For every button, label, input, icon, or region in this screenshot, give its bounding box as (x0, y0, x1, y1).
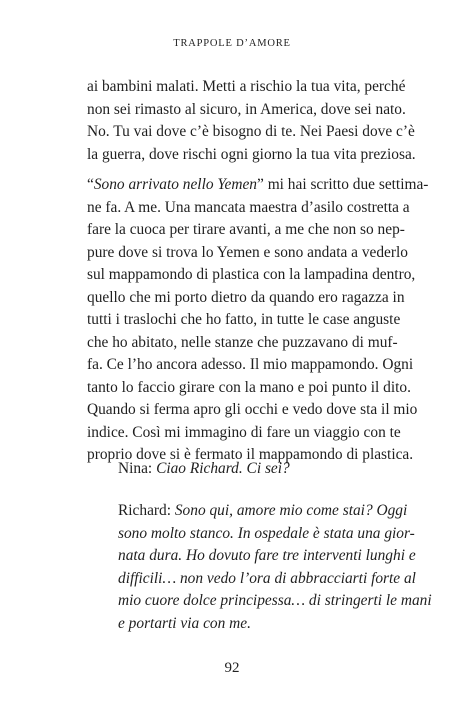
quote-open: “ (87, 176, 94, 193)
text-line: tanto lo faccio girare con la mano e poi punto il dito. (87, 378, 411, 396)
dialog-richard (118, 500, 432, 635)
text-line: tutti i traslochi che ho fatto, in tutte le case anguste (87, 311, 401, 328)
running-head: TRAPPOLE D’AMORE (173, 38, 291, 49)
text-line: Quando si ferma apro gli occhi e vedo dove sta il mio (87, 401, 418, 418)
dialog-line: difficili… non vedo l’ora di abbracciarti forte al (118, 569, 416, 587)
dialog-line: sono molto stanco. In ospedale è stata una gior- (118, 524, 415, 542)
text-line: la guerra, dove rischi ogni giorno la tua vita preziosa. (87, 145, 416, 163)
paragraph-1 (87, 76, 416, 166)
dialog-nina (118, 458, 363, 481)
text-line: quello che mi porto dietro da quando ero ragazza in (87, 288, 405, 306)
text-line (87, 174, 429, 197)
text-line: fare la cuoca per tirare avanti, a me che non so nep- (87, 221, 405, 238)
text-line: ne fa. A me. Una mancata maestra d’asilo costretta a (87, 198, 410, 216)
speaker-name: Nina: (118, 460, 153, 477)
text-line: pure dove si trova lo Yemen e sono andata a vederlo (87, 243, 408, 261)
speaker-name: Richard: (118, 502, 171, 519)
text-line: proprio dove si è fermato il mappamondo di plastica. (87, 446, 414, 463)
text-line: indice. Così mi immagino di fare un viaggio con te (87, 423, 401, 441)
text-line: sul mappamondo di plastica con la lampadina dentro, (87, 266, 416, 283)
text-line: fa. Ce l’ho ancora adesso. Il mio mappamondo. Ogni (87, 356, 414, 373)
dialog-text: Ciao Richard. Ci sei? (156, 460, 290, 477)
text-line: che ho abitato, nelle stanze che puzzavano di muf- (87, 333, 398, 351)
text-line: No. Tu vai dove c’è bisogno di te. Nei Paesi dove c’è (87, 123, 415, 140)
paragraph-2 (87, 174, 429, 467)
quote-close: ” mi hai scritto due settima- (257, 176, 429, 193)
text-line: non sei rimasto al sicuro, in America, dove sei nato. (87, 100, 406, 118)
dialog-text: Sono qui, amore mio come stai? Oggi (174, 502, 408, 519)
text-line: ai bambini malati. Metti a rischio la tua vita, perché (87, 78, 406, 95)
dialog-line: nata dura. Ho dovuto fare tre interventi lunghi e (118, 547, 416, 564)
dialog-line (118, 458, 363, 481)
dialog-line: e portarti via con me. (118, 614, 251, 632)
dialog-line: mio cuore dolce principessa… di stringerti le mani (118, 592, 432, 609)
page-number: 92 (224, 660, 240, 676)
quoted-phrase: Sono arrivato nello Yemen (93, 176, 258, 193)
dialog-line (118, 500, 408, 523)
